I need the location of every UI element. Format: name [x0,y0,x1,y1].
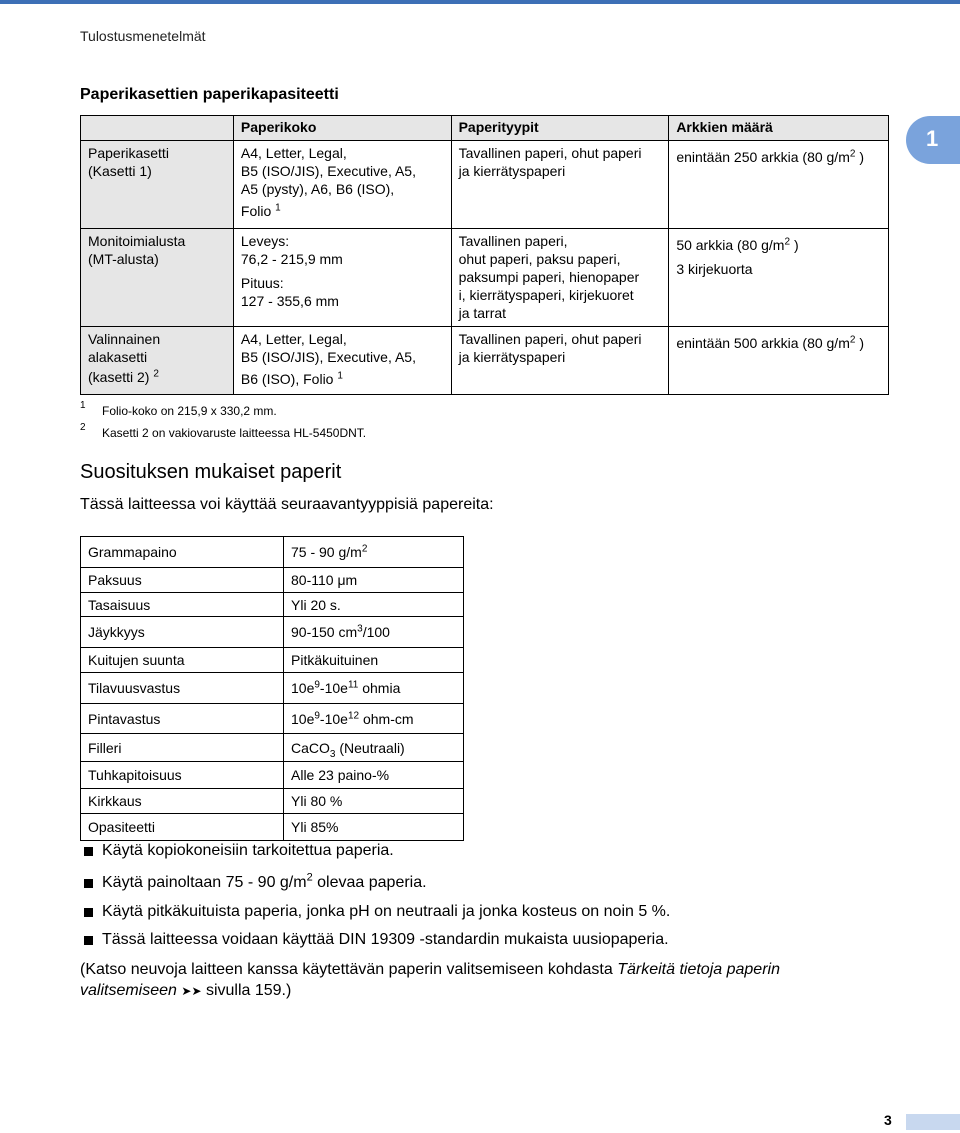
row-paper-types [451,327,669,395]
size-line: Leveys: [240,233,290,249]
recommendation-list [80,842,670,959]
footnote-number: 1 [80,400,86,411]
size-line: B5 (ISO/JIS), Executive, A5, [240,349,416,365]
value-text: -10e [319,680,348,696]
footnote-text: Kasetti 2 on vakiovaruste laitteessa HL-5450DNT. [102,426,367,440]
row-sheets [669,327,889,395]
source-line: Monitoimialusta [88,233,186,249]
note-text: sivulla 159.) [201,982,292,999]
superscript: 2 [849,148,856,160]
types-line: ja tarrat [458,305,507,321]
types-line: Tavallinen paperi, ohut paperi [458,331,642,347]
row-source [81,327,234,395]
bullet-text: Käytä pitkäkuituista paperia, jonka pH on neutraali ja jonka kosteus on noin 5 %. [102,903,671,920]
section-title-capacity: Paperikasettien paperikapasiteetti [80,86,339,103]
sheets-line [676,334,881,352]
size-line: A5 (pysty), A6, B6 (ISO), [240,181,395,197]
row-paper-size [233,327,451,395]
sheets-text: ) [859,335,864,351]
capacity-header-row [81,116,889,141]
superscript: 9 [314,679,320,691]
spec-value [284,704,464,734]
value-text: CaCO [291,739,330,756]
spec-key: Grammapaino [81,537,284,568]
spec-row [81,593,464,617]
spec-row [81,789,464,814]
spec-key: Tasaisuus [81,593,284,617]
footnote-ref: 2 [153,368,159,380]
types-line: i, kierrätyspaperi, kirjekuoret [458,287,634,303]
bullet-square-icon [84,879,93,888]
spec-key: Paksuus [81,568,284,593]
size-line: A4, Letter, Legal, [240,145,347,161]
source-line: Paperikasetti [88,145,169,161]
size-line: Pituus: [240,275,284,291]
superscript: 2 [784,236,791,248]
value-text: (Neutraali) [335,739,405,756]
chapter-tab [906,116,960,164]
spec-key: Tilavuusvastus [81,673,284,704]
footnote-text: Folio-koko on 215,9 x 330,2 mm. [102,404,277,418]
spec-key: Jäykkyys [81,617,284,648]
cross-reference-note [80,959,860,1002]
running-header: Tulostusmenetelmät [80,28,206,44]
source-line: Valinnainen [88,331,161,347]
sheets-line: 3 kirjekuorta [676,261,753,277]
spec-row [81,673,464,704]
superscript: 2 [306,871,313,884]
value-text: 90-150 cm [291,624,358,640]
source-line [88,368,226,386]
bullet-square-icon [84,908,93,917]
footnote-ref: 1 [337,370,343,382]
spec-value: 80-110 μm [284,568,464,593]
spec-value: Alle 23 paino-% [284,762,464,789]
footnote-number: 2 [80,422,86,433]
superscript: 3 [357,623,363,635]
header-cell-paper-size: Paperikoko [233,116,451,141]
types-line: paksumpi paperi, hienopaper [458,269,640,285]
header-cell-blank [81,116,234,141]
sheets-text: enintään 250 arkkia (80 g/m [676,149,850,165]
intro-text: Tässä laitteessa voi käyttää seuraavantyyppisiä papereita: [80,496,494,513]
sheets-text: 50 arkkia (80 g/m [676,237,785,253]
list-item [80,842,670,874]
spec-key: Opasiteetti [81,814,284,841]
bullet-square-icon [84,936,93,945]
capacity-row-mp-tray [81,229,889,327]
superscript: 9 [314,709,320,721]
spec-value [284,537,464,568]
sheets-line [676,236,881,254]
header-cell-paper-types: Paperityypit [451,116,669,141]
spec-value: Yli 80 % [284,789,464,814]
bullet-square-icon [84,847,93,856]
value-text: -10e [319,710,348,727]
spec-value [284,734,464,762]
bullet-text: Käytä painoltaan 75 - 90 g/m [102,874,307,891]
row-source [81,141,234,229]
types-line: ohut paperi, paksu paperi, [458,251,621,267]
spec-key: Kirkkaus [81,789,284,814]
spec-key: Pintavastus [81,704,284,734]
spec-value [284,617,464,648]
top-rule [0,0,960,4]
spec-key: Kuitujen suunta [81,648,284,673]
spec-value: Yli 85% [284,814,464,841]
size-text: B6 (ISO), Folio [240,371,334,387]
spec-key: Tuhkapitoisuus [81,762,284,789]
list-item [80,931,670,959]
size-line: B5 (ISO/JIS), Executive, A5, [240,163,416,179]
spec-row [81,617,464,648]
bullet-text: Käytä kopiokoneisiin tarkoitettua paperia. [102,842,394,859]
header-cell-sheets: Arkkien määrä [669,116,889,141]
superscript: 2 [361,543,368,555]
row-source [81,229,234,327]
size-line [241,370,444,388]
spec-value: Yli 20 s. [284,593,464,617]
size-line [241,202,444,220]
spec-row [81,704,464,734]
source-line: (MT-alusta) [88,251,159,267]
size-line: A4, Letter, Legal, [240,331,347,347]
superscript: 2 [849,334,856,346]
value-text: ohmia [358,680,401,696]
superscript: 11 [347,679,359,691]
spec-row [81,734,464,762]
spec-row [81,537,464,568]
spec-table [80,536,464,841]
capacity-row-tray1 [81,141,889,229]
superscript: 12 [347,709,360,721]
double-arrow-icon: ➤➤ [181,984,202,998]
row-paper-size [233,141,451,229]
spec-row [81,762,464,789]
size-text: Folio [240,203,272,219]
page-number: 3 [884,1112,892,1128]
capacity-table [80,115,889,395]
value-text: ohm-cm [359,710,414,727]
spec-row [81,568,464,593]
row-paper-size [233,229,451,327]
row-sheets [669,141,889,229]
spec-row [81,814,464,841]
types-line: Tavallinen paperi, [458,233,568,249]
spec-value [284,673,464,704]
spec-value: Pitkäkuituinen [284,648,464,673]
bullet-text: olevaa paperia. [312,874,427,891]
size-line: 127 - 355,6 mm [240,293,339,309]
size-line: 76,2 - 215,9 mm [240,251,343,267]
value-text: 10e [291,680,315,696]
spec-key: Filleri [81,734,284,762]
cross-reference-link[interactable]: Tärkeitä tietoja paperin valitsemiseen [80,961,780,999]
subscript: 3 [329,748,336,760]
sheets-line [676,148,881,166]
list-item [80,871,670,903]
source-line: (Kasetti 1) [88,163,152,179]
types-line: ja kierrätyspaperi [458,349,566,365]
row-paper-types [451,229,669,327]
list-item [80,903,670,931]
row-paper-types [451,141,669,229]
sheets-text: ) [859,149,864,165]
capacity-row-tray2 [81,327,889,395]
sheets-text: ) [793,237,799,253]
value-text: 10e [291,710,315,727]
source-text: (kasetti 2) [88,369,150,385]
footnote-ref: 1 [275,202,281,214]
page-number-box [906,1114,960,1130]
sheets-text: enintään 500 arkkia (80 g/m [676,335,850,351]
note-text: (Katso neuvoja laitteen kanssa käytettävän paperin valitsemiseen kohdasta [80,961,618,978]
spec-row [81,648,464,673]
value-text: 75 - 90 g/m [291,544,362,560]
value-text: /100 [362,624,390,640]
section-title-recommended: Suosituksen mukaiset paperit [80,461,342,483]
row-sheets [669,229,889,327]
types-line: Tavallinen paperi, ohut paperi [458,145,642,161]
bullet-text: Tässä laitteessa voidaan käyttää DIN 19309 -standardin mukaista uusiopaperia. [102,931,669,948]
types-line: ja kierrätyspaperi [458,163,566,179]
chapter-tab-number: 1 [926,126,939,151]
source-line: alakasetti [88,349,148,365]
